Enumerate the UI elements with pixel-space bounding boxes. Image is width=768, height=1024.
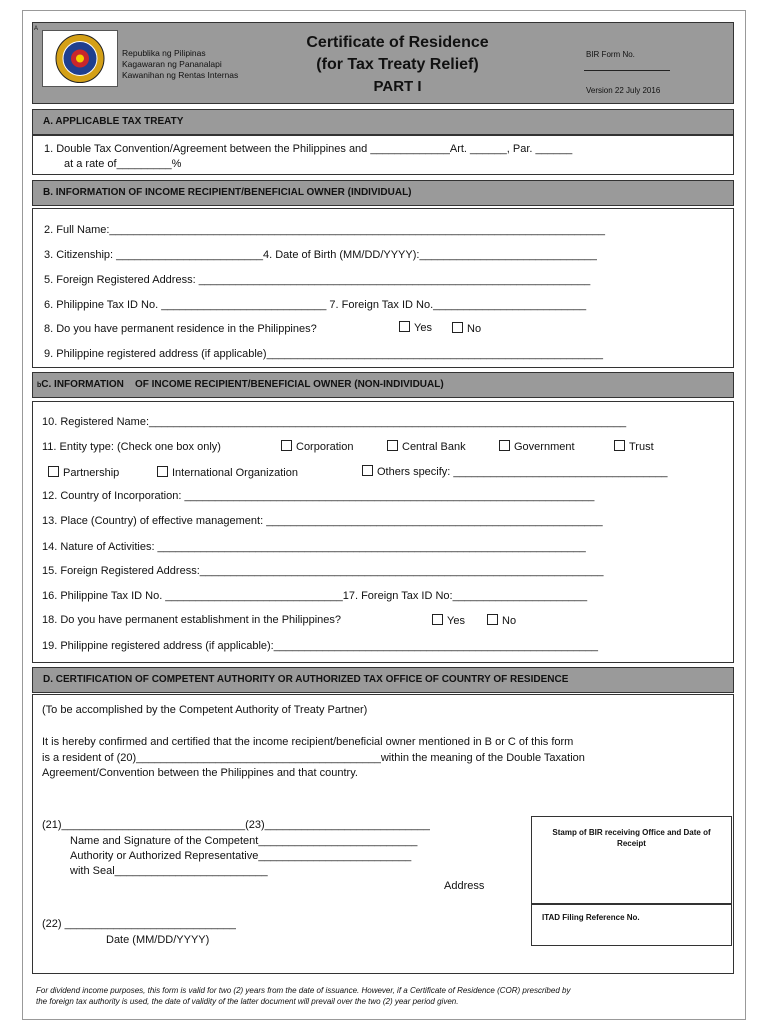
foreign-address-field[interactable]: 5. Foreign Registered Address: ________________________________________________________________ [44,274,591,286]
entity-type-label: 11. Entity type: (Check one box only) [42,441,221,453]
signature-label-1: Name and Signature of the Competent__________________________ [70,835,418,847]
residence-country-field[interactable]: is a resident of (20)________________________________________within the meaning of the Double Taxation [42,752,585,764]
others-label: Others specify: ___________________________________ [377,466,668,478]
establishment-yes-option[interactable] [432,614,465,627]
permanent-establishment-label: 18. Do you have permanent establishment in the Philippines? [42,614,342,626]
corporation-option[interactable] [281,440,353,453]
government-option[interactable] [499,440,575,453]
checkbox-icon[interactable] [387,440,398,451]
corner-mark: A [34,26,39,32]
gov-line-2: Kagawaran ng Pananalapi [122,59,222,69]
form-no-label: BIR Form No. [586,50,635,59]
checkbox-icon[interactable] [452,322,463,333]
address-label: Address [444,880,485,892]
bir-seal-icon [42,30,118,87]
nature-activities-field[interactable]: 14. Nature of Activities: ______________________________________________________________________ [42,541,586,553]
rate-field[interactable]: at a rate of_________% [64,158,182,170]
no-label: No [502,615,517,627]
trust-label: Trust [629,441,654,453]
section-c-title: C. INFORMATION OF INCOME RECIPIENT/BENEFICIAL OWNER (NON-INDIVIDUAL) [41,379,444,390]
tax-id-field[interactable]: 6. Philippine Tax ID No. ___________________________ 7. Foreign Tax ID No._________________________ [44,299,587,311]
section-b-heading-text: B. INFORMATION OF INCOME RECIPIENT/BENEFICIAL OWNER (INDIVIDUAL) [43,187,412,198]
registered-name-field[interactable]: 10. Registered Name:______________________________________________________________________________ [42,416,627,428]
checkbox-icon[interactable] [157,466,168,477]
place-management-field[interactable]: 13. Place (Country) of effective management: _______________________________________________________ [42,515,603,527]
intl-org-label: International Organization [172,467,298,479]
checkbox-icon[interactable] [432,614,443,625]
tax-id-field[interactable]: 16. Philippine Tax ID No. _____________________________17. Foreign Tax ID No:______________________ [42,590,588,602]
gov-line-3: Kawanihan ng Rentas Internas [122,70,239,80]
partnership-option[interactable] [48,466,119,479]
no-label: No [467,323,482,335]
residence-yes-option[interactable] [399,321,432,334]
certification-line-1: It is hereby confirmed and certified that the income recipient/beneficial owner mentioned in B or C of this form [42,736,574,748]
checkbox-icon[interactable] [614,440,625,451]
foreign-address-field[interactable]: 15. Foreign Registered Address:__________________________________________________________________ [42,565,604,577]
central-bank-label: Central Bank [402,441,466,453]
title-line-1: Certificate of Residence [306,34,489,51]
form-no-field[interactable] [584,70,670,71]
trust-option[interactable] [614,440,654,453]
establishment-no-option[interactable] [487,614,516,627]
footer-note [36,985,726,1007]
section-a-heading [32,109,734,135]
signature-field[interactable]: (21)______________________________(23)___________________________ [42,819,430,831]
checkbox-icon[interactable] [399,321,410,332]
central-bank-option[interactable] [387,440,466,453]
section-b-heading [32,180,734,206]
country-incorporation-field[interactable]: 12. Country of Incorporation: ___________________________________________________________________ [42,490,595,502]
version-label: Version 22 July 2016 [586,86,661,95]
intl-org-option[interactable] [157,466,298,479]
government-agency-text [122,48,238,81]
treaty-field[interactable]: 1. Double Tax Convention/Agreement between the Philippines and _____________Art. ______, Par. ______ [44,143,573,155]
itad-box[interactable] [531,904,732,946]
section-c-heading-text [37,379,444,390]
full-name-field[interactable]: 2. Full Name:_________________________________________________________________________________ [44,224,605,236]
instruction-text: (To be accomplished by the Competent Authority of Treaty Partner) [42,704,368,716]
title-part: PART I [373,78,422,95]
gov-line-1: Republika ng Pilipinas [122,48,206,58]
date-field[interactable]: (22) ____________________________ [42,918,236,930]
signature-label-2: Authority or Authorized Representative_________________________ [70,850,412,862]
stamp-label: Stamp of BIR receiving Office and Date of Receipt [552,828,711,848]
itad-label: ITAD Filing Reference No. [542,913,640,922]
section-c-heading [32,372,734,398]
section-c-marker: b [37,382,42,389]
yes-label: Yes [447,615,465,627]
section-a-heading-text: A. APPLICABLE TAX TREATY [43,116,184,127]
checkbox-icon[interactable] [281,440,292,451]
ph-address-field[interactable]: 19. Philippine registered address (if applicable):_____________________________________________________ [42,640,598,652]
checkbox-icon[interactable] [487,614,498,625]
stamp-box [531,816,732,904]
checkbox-icon[interactable] [362,465,373,476]
footer-line-2: the foreign tax authority is used, the date of validity of the latter document will prevail over the two (2) year period given. [36,997,459,1006]
checkbox-icon[interactable] [499,440,510,451]
title-line-2: (for Tax Treaty Relief) [316,56,479,73]
permanent-residence-label: 8. Do you have permanent residence in the Philippines? [44,323,317,335]
partnership-label: Partnership [63,467,120,479]
certification-line-3: Agreement/Convention between the Philippines and that country. [42,767,358,779]
yes-label: Yes [414,322,432,334]
footer-line-1: For dividend income purposes, this form is valid for two (2) years from the date of issuance. However, if a Certificate of Residence (COR) prescribed by [36,986,571,995]
ph-address-field[interactable]: 9. Philippine registered address (if applicable)_______________________________________________________ [44,348,604,360]
section-d-heading [32,667,734,693]
checkbox-icon[interactable] [48,466,59,477]
corporation-label: Corporation [296,441,354,453]
residence-no-option[interactable] [452,322,481,335]
section-d-heading-text: D. CERTIFICATION OF COMPETENT AUTHORITY OR AUTHORIZED TAX OFFICE OF COUNTRY OF RESIDENCE [43,674,569,685]
citizenship-field[interactable]: 3. Citizenship: ________________________4. Date of Birth (MM/DD/YYYY):_____________________________ [44,249,597,261]
form-title [290,32,505,98]
signature-label-3: with Seal_________________________ [70,865,268,877]
government-label: Government [514,441,575,453]
others-option[interactable] [362,465,668,478]
date-label: Date (MM/DD/YYYY) [106,934,210,946]
